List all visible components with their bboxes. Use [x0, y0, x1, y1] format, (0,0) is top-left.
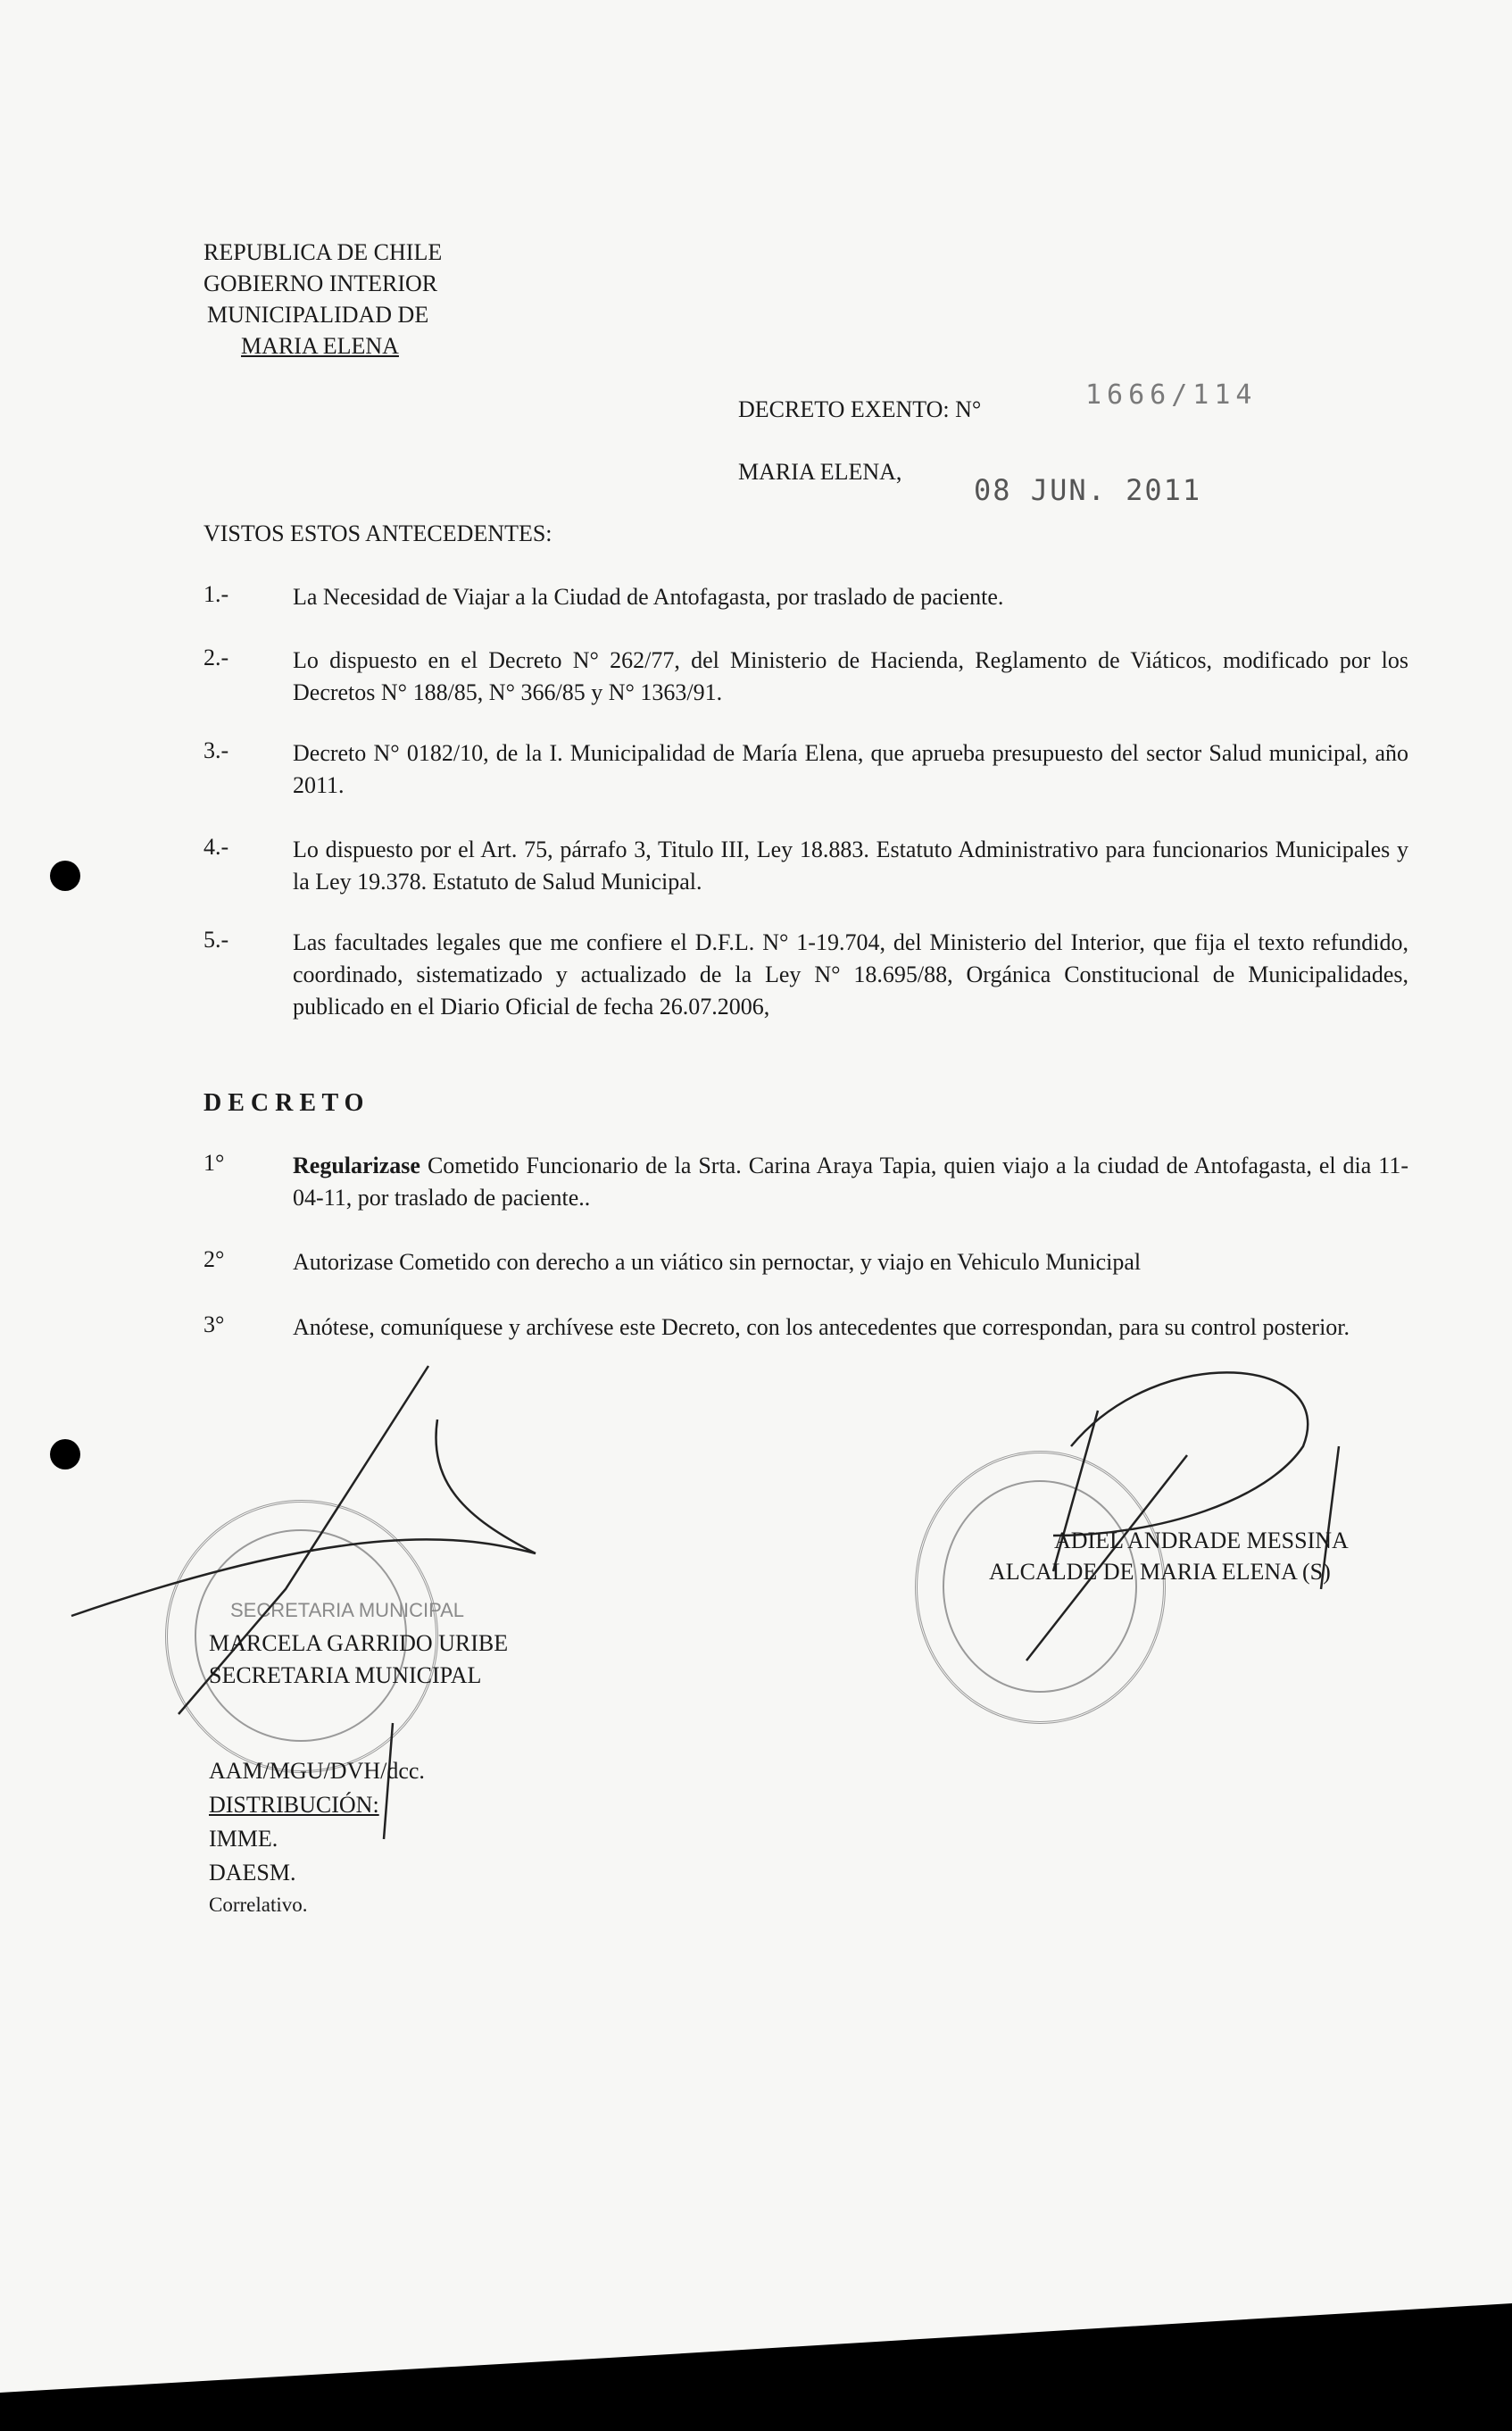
- decree-number-stamp: 1666/114: [1085, 379, 1258, 411]
- item-number: 3°: [204, 1311, 225, 1337]
- item-text: Autorizase Cometido con derecho a un viático sin pernoctar, y viajo en Vehiculo Municipal: [293, 1249, 1142, 1275]
- letterhead-line: REPUBLICA DE CHILE: [204, 239, 443, 265]
- item-text: Las facultades legales que me confiere el D.F.L. N° 1-19.704, del Ministerio del Interior, que fija el texto refundido, coordinado, sistematizado y actualizado de la Ley N° 18.695/88, Orgánica Constitucional de Municipalidades, publicado en el Diario Oficial de fecha 26.07.2006,: [293, 929, 1408, 1020]
- letterhead-line: GOBIERNO INTERIOR: [204, 271, 438, 296]
- letterhead-line: MUNICIPALIDAD DE: [207, 302, 429, 328]
- item-number: 2°: [204, 1246, 225, 1272]
- item-body: Cometido Funcionario de la Srta. Carina Araya Tapia, quien viajo a la ciudad de Antofagasta, el dia 11-04-11, por traslado de paciente..: [293, 1153, 1408, 1211]
- item-number: 1°: [204, 1150, 225, 1176]
- distribution-item: DAESM.: [209, 1860, 296, 1886]
- item-number: 3.-: [204, 737, 229, 763]
- distribution-item: IMME.: [209, 1826, 278, 1852]
- municipality-name: MARIA ELENA: [241, 333, 399, 359]
- item-text: Lo dispuesto en el Decreto N° 262/77, del Ministerio de Hacienda, Reglamento de Viáticos, modificado por los Decretos N° 188/85, N° 366/85 y N° 1363/91.: [293, 647, 1408, 705]
- mayor-name: ADIEL ANDRADE MESSINA: [1054, 1528, 1349, 1553]
- secretary-name: MARCELA GARRIDO URIBE: [209, 1630, 509, 1656]
- initials: AAM/MGU/DVH/dcc.: [209, 1758, 425, 1784]
- punch-hole: [50, 861, 80, 891]
- item-text: Decreto N° 0182/10, de la I. Municipalidad de María Elena, que aprueba presupuesto del sector Salud municipal, año 2011.: [293, 740, 1408, 798]
- item-text: La Necesidad de Viajar a la Ciudad de Antofagasta, por traslado de paciente.: [293, 584, 1004, 610]
- decreto-title: D E C R E T O: [204, 1089, 364, 1117]
- item-number: 4.-: [204, 834, 229, 860]
- item-number: 1.-: [204, 581, 229, 607]
- decree-date-stamp: 08 JUN. 2011: [974, 473, 1202, 507]
- item-text: [293, 1150, 1408, 1214]
- item-text: Lo dispuesto por el Art. 75, párrafo 3, Titulo III, Ley 18.883. Estatuto Administrativo para funcionarios Municipales y la Ley 19.378. Estatuto de Salud Municipal.: [293, 837, 1408, 895]
- punch-hole: [50, 1439, 80, 1469]
- item-number: 2.-: [204, 645, 229, 670]
- mayor-title: ALCALDE DE MARIA ELENA (S): [989, 1559, 1331, 1585]
- decree-label: DECRETO EXENTO: N°: [738, 396, 982, 422]
- distribution-item: Correlativo.: [209, 1894, 308, 1916]
- decree-place: MARIA ELENA,: [738, 459, 902, 485]
- item-text: Anótese, comuníquese y archívese este Decreto, con los antecedentes que correspondan, para su control posterior.: [293, 1314, 1350, 1340]
- item-number: 5.-: [204, 927, 229, 953]
- secretary-title: SECRETARIA MUNICIPAL: [209, 1662, 482, 1688]
- item-bold: Regularizase: [293, 1153, 420, 1178]
- mayor-seal: [915, 1451, 1166, 1724]
- seal-center-text: SECRETARIA MUNICIPAL: [230, 1599, 465, 1621]
- distribution-label: DISTRIBUCIÓN:: [209, 1792, 379, 1818]
- vistos-title: VISTOS ESTOS ANTECEDENTES:: [204, 520, 552, 546]
